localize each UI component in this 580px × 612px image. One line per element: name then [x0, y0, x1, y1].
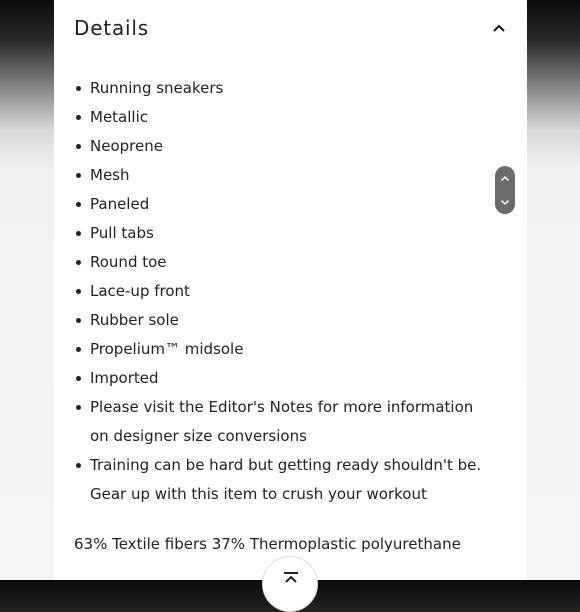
details-header[interactable]: [54, 0, 527, 58]
list-item: Imported: [74, 364, 494, 393]
list-item: Lace-up front: [74, 277, 494, 306]
scroll-up-button[interactable]: [495, 168, 515, 188]
scroll-down-button[interactable]: [495, 192, 515, 212]
scroll-to-top-icon: [281, 571, 301, 583]
details-list: [74, 74, 494, 509]
material-composition: 63% Textile fibers 37% Thermoplastic polyurethane: [74, 535, 461, 553]
list-item: Round toe: [74, 248, 494, 277]
chevron-up-icon: [492, 23, 506, 33]
list-item: Neoprene: [74, 132, 494, 161]
list-item: Running sneakers: [74, 74, 494, 103]
list-item: Training can be hard but getting ready shouldn't be. Gear up with this item to crush your workout: [74, 451, 494, 509]
chevron-up-icon: [500, 175, 510, 182]
chevron-down-icon: [500, 199, 510, 206]
list-item: Mesh: [74, 161, 494, 190]
collapse-button[interactable]: [487, 16, 511, 40]
list-item: Metallic: [74, 103, 494, 132]
list-item: Rubber sole: [74, 306, 494, 335]
section-title: Details: [74, 16, 149, 40]
list-item: Please visit the Editor's Notes for more information on designer size conversions: [74, 393, 494, 451]
scroll-to-top-button[interactable]: [262, 556, 318, 612]
list-item: Pull tabs: [74, 219, 494, 248]
list-item: Propelium™ midsole: [74, 335, 494, 364]
list-item: Paneled: [74, 190, 494, 219]
details-panel: [54, 0, 527, 580]
scroll-control: [495, 166, 515, 214]
